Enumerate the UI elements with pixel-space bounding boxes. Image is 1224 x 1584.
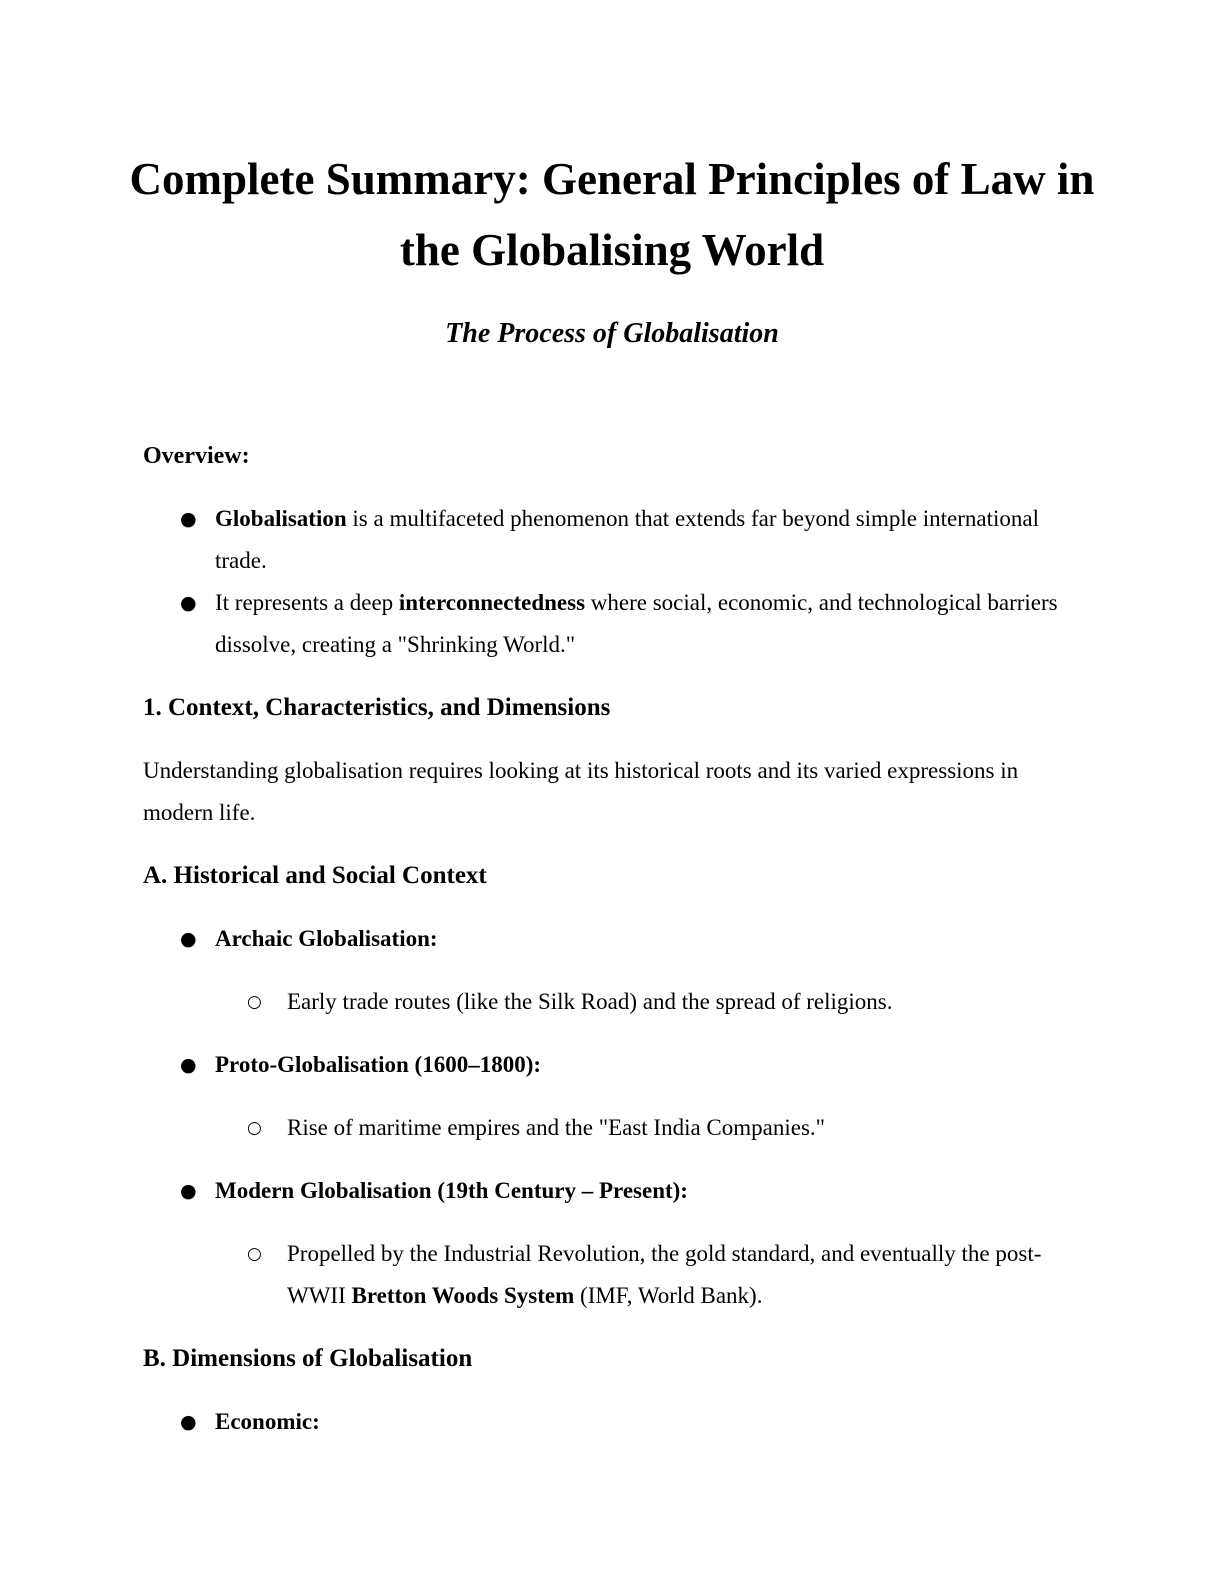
list-item (143, 1170, 1081, 1317)
sub-list (215, 1107, 1081, 1149)
list-item (143, 1401, 1081, 1443)
bullet-circle-icon: ○ (247, 992, 262, 1012)
sub-list (215, 981, 1081, 1023)
list-item (143, 498, 1081, 582)
list-item-term: Proto-Globalisation (1600–1800): (215, 1052, 542, 1077)
title-line-2: the Globalising World (399, 225, 825, 275)
list-item-text: It represents a deep interconnectedness where social, economic, and technological barriers dissolve, creating a "Shrinking World." (215, 590, 1058, 657)
sub-list-item (215, 1107, 1081, 1149)
sub-list-item-text: Early trade routes (like the Silk Road) and the spread of religions. (287, 989, 893, 1014)
bullet-circle-icon: ○ (247, 1244, 262, 1264)
list-item (143, 918, 1081, 1023)
bullet-disc-icon: ● (180, 592, 197, 614)
section-1-intro: Understanding globalisation requires looking at its historical roots and its varied expressions in modern life. (143, 758, 1019, 825)
document-title (83, 144, 1141, 286)
sub-list-item-text: Propelled by the Industrial Revolution, the gold standard, and eventually the post-WWII Bretton Woods System (IMF, World Bank). (287, 1241, 1042, 1308)
bullet-disc-icon: ● (180, 1054, 197, 1076)
list-item-term: Archaic Globalisation: (215, 926, 438, 951)
sub-list (215, 1233, 1081, 1317)
overview-heading: Overview: (143, 443, 250, 469)
bullet-circle-icon: ○ (247, 1118, 262, 1138)
sub-list-item-text: Rise of maritime empires and the "East India Companies." (287, 1115, 826, 1140)
list-item (143, 1044, 1081, 1149)
subsection-b-heading: B. Dimensions of Globalisation (143, 1345, 473, 1372)
bullet-disc-icon: ● (180, 1180, 197, 1202)
bullet-disc-icon: ● (180, 1411, 197, 1433)
list-item-term: Economic: (215, 1409, 320, 1434)
document-subtitle: The Process of Globalisation (445, 318, 779, 349)
bullet-disc-icon: ● (180, 928, 197, 950)
bullet-disc-icon: ● (180, 508, 197, 530)
list-item-text: Globalisation is a multifaceted phenomenon that extends far beyond simple international trade. (215, 506, 1040, 573)
sub-list-item (215, 1233, 1081, 1317)
subsection-a-heading: A. Historical and Social Context (143, 862, 487, 889)
title-line-1: Complete Summary: General Principles of Law in (129, 154, 1095, 204)
list-item (143, 582, 1081, 666)
overview-list (143, 498, 1081, 666)
dimensions-list (143, 1401, 1081, 1443)
section-1-heading: 1. Context, Characteristics, and Dimensions (143, 694, 611, 721)
sub-list-item (215, 981, 1081, 1023)
historical-context-list (143, 918, 1081, 1317)
list-item-term: Modern Globalisation (19th Century – Present): (215, 1178, 688, 1203)
